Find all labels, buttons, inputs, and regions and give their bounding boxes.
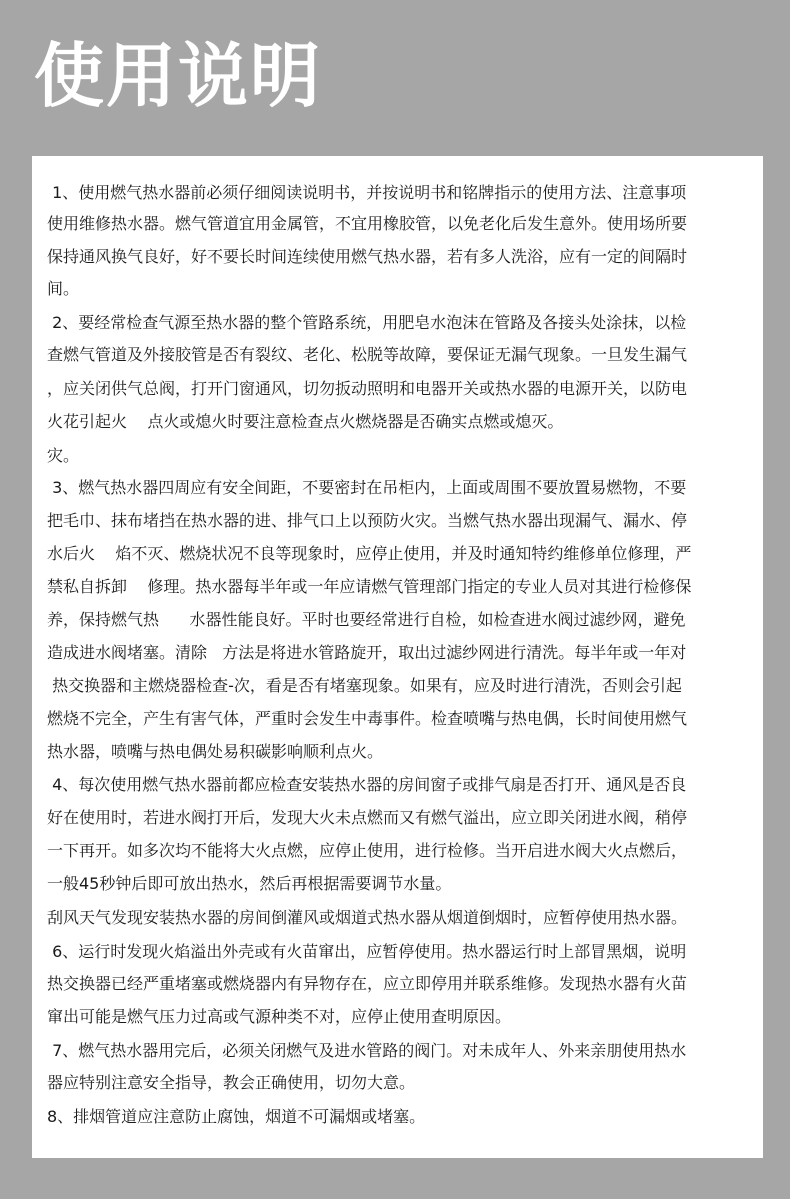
instruction-line: 1、使用燃气热水器前必须仔细阅读说明书，并按说明书和铭牌指示的使用方法、注意事项 — [47, 183, 687, 202]
instruction-line: 7、燃气热水器用完后，必须关闭燃气及进水管路的阀门。对未成年人、外来亲朋使用热水 — [47, 1041, 687, 1060]
instructions-panel — [32, 156, 763, 1158]
instruction-line: 窜出可能是燃气压力过高或气源种类不对，应停止使用查明原因。 — [47, 1007, 512, 1026]
instruction-line: 热水器，喷嘴与热电偶处易积碳影响顺利点火。 — [47, 742, 384, 761]
instruction-line: 灾。 — [47, 446, 80, 465]
instruction-line: 热交换器和主燃烧器检查-次，看是否有堵塞现象。如果有，应及时进行清洗，否则会引起 — [47, 676, 682, 695]
instruction-line: 8、排烟管道应注意防止腐蚀，烟道不可漏烟或堵塞。 — [47, 1107, 426, 1126]
instruction-line: 刮风天气发现安装热水器的房间倒灌风或烟道式热水器从烟道倒烟时，应暂停使用热水器。 — [47, 908, 688, 927]
instruction-line: 3、燃气热水器四周应有安全间距，不要密封在吊柜内，上面或周围不要放置易燃物，不要 — [47, 478, 687, 497]
instruction-line: 使用维修热水器。燃气管道宜用金属管，不宜用橡胶管，以免老化后发生意外。使用场所要 — [47, 214, 688, 233]
instruction-line: 火花引起火 点火或熄火时要注意检查点火燃烧器是否确实点燃或熄灭。 — [47, 412, 564, 431]
instruction-line: 把毛巾、抹布堵挡在热水器的进、排气口上以预防火灾。当燃气热水器出现漏气、漏水、停 — [47, 511, 688, 530]
instruction-line: 水后火 焰不灭、燃烧状况不良等现象时，应停止使用，并及时通知特约维修单位修理，严 — [47, 544, 692, 563]
instruction-line: 4、每次使用燃气热水器前都应检查安装热水器的房间窗子或排气扇是否打开、通风是否良 — [47, 775, 687, 794]
instruction-line: 保持通风换气良好，好不要长时间连续使用燃气热水器，若有多人洗浴，应有一定的间隔时 — [47, 247, 688, 266]
instruction-line: 热交换器已经严重堵塞或燃烧器内有异物存在，应立即停用并联系维修。发现热水器有火苗 — [47, 974, 688, 993]
instruction-line: 器应特别注意安全指导，教会正确使用，切勿大意。 — [47, 1073, 416, 1092]
instruction-line: 2、要经常检查气源至热水器的整个管路系统，用肥皂水泡沫在管路及各接头处涂抹，以检 — [47, 313, 687, 332]
instruction-line: 好在使用时，若进水阀打开后，发现大火未点燃而又有燃气溢出，应立即关闭进水阀，稍停 — [47, 808, 688, 827]
instruction-line: 燃烧不完全，产生有害气体，严重时会发生中毒事件。检查喷嘴与热电偶，长时间使用燃气 — [47, 709, 688, 728]
instruction-line: ，应关闭供气总阀，打开门窗通风，切勿扳动照明和电器开关或热水器的电源开关，以防电 — [47, 379, 688, 398]
instruction-line: 6、运行时发现火焰溢出外壳或有火苗窜出，应暂停使用。热水器运行时上部冒黑烟，说明 — [47, 942, 687, 961]
instruction-line: 查燃气管道及外接胶管是否有裂纹、老化、松脱等故障，要保证无漏气现象。一旦发生漏气 — [47, 345, 688, 364]
instruction-line: 一般45秒钟后即可放出热水，然后再根据需要调节水量。 — [47, 874, 452, 893]
page-title: 使用说明 — [34, 35, 322, 117]
instruction-line: 造成进水阀堵塞。清除 方法是将进水管路旋开，取出过滤纱网进行清洗。每半年或一年对 — [47, 643, 687, 662]
instruction-line: 间。 — [47, 279, 80, 298]
instruction-line: 养，保持燃气热 水器性能良好。平时也要经常进行自检，如检查进水阀过滤纱网，避免 — [47, 610, 686, 629]
instruction-line: 禁私自拆卸 修理。热水器每半年或一年应请燃气管理部门指定的专业人员对其进行检修保 — [47, 577, 692, 596]
instruction-line: 一下再开。如多次均不能将大火点燃，应停止使用，进行检修。当开启进水阀大火点燃后， — [47, 841, 688, 860]
